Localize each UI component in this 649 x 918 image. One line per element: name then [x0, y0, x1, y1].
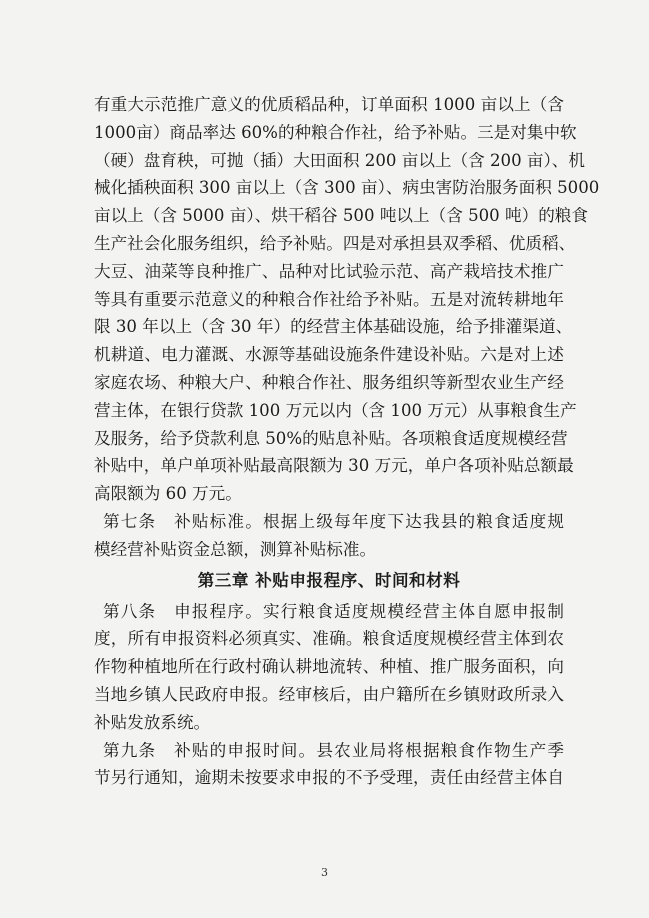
text-line: 械化插秧面积 300 亩以上（含 300 亩）、病虫害防治服务面积 5000 — [94, 178, 600, 198]
article-7-line: 第七条 补贴标准。根据上级每年度下达我县的粮食适度规 — [103, 511, 564, 531]
text-line: 家庭农场、种粮大户、种粮合作社、服务组织等新型农业生产经 — [94, 372, 564, 392]
text-line: 生产社会化服务组织，给予补贴。四是对承担县双季稻、优质稻、 — [94, 233, 576, 253]
text-line: 作物种植地所在行政村确认耕地流转、种植、推广服务面积，向 — [94, 657, 564, 677]
text-line: 补贴发放系统。 — [94, 712, 211, 732]
page-number: 3 — [321, 866, 328, 879]
text-line: 等具有重要示范意义的种粮合作社给予补贴。五是对流转耕地年 — [94, 289, 564, 309]
text-line: 当地乡镇人民政府申报。经审核后，由户籍所在乡镇财政所录入 — [94, 684, 564, 704]
text-line: 大豆、油菜等良种推广、品种对比试验示范、高产栽培技术推广 — [94, 261, 564, 281]
text-line: 补贴中，单户单项补贴最高限额为 30 万元，单户各项补贴总额最 — [94, 456, 574, 476]
text-line: 及服务，给予贷款利息 50%的贴息补贴。各项粮食适度规模经营 — [94, 428, 568, 448]
article-8-line: 第八条 申报程序。实行粮食适度规模经营主体自愿申报制 — [103, 601, 564, 621]
text-line: 节另行通知，逾期未按要求申报的不予受理，责任由经营主体自 — [94, 768, 564, 788]
text-line: （硬）盘育秧，可抛（插）大田面积 200 亩以上（含 200 亩）、机 — [94, 150, 585, 170]
text-line: 限 30 年以上（含 30 年）的经营主体基础设施，给予排灌渠道、 — [94, 317, 573, 337]
chapter-3-heading: 第三章 补贴申报程序、时间和材料 — [197, 570, 461, 590]
article-9-line: 第九条 补贴的申报时间。县农业局将根据粮食作物生产季 — [103, 740, 564, 760]
body-text — [94, 91, 600, 792]
text-line: 营主体，在银行贷款 100 万元以内（含 100 万元）从事粮食生产 — [94, 400, 577, 420]
text-line: 高限额为 60 万元。 — [94, 484, 242, 504]
text-line: 机耕道、电力灌溉、水源等基础设施条件建设补贴。六是对上述 — [94, 345, 564, 365]
text-line: 1000亩）商品率达 60%的种粮合作社，给予补贴。三是对集中软 — [94, 122, 577, 142]
text-line: 度，所有申报资料必须真实、准确。粮食适度规模经营主体到农 — [94, 629, 564, 649]
text-line: 有重大示范推广意义的优质稻品种，订单面积 1000 亩以上（含 — [94, 95, 564, 114]
text-line: 模经营补贴资金总额，测算补贴标准。 — [94, 539, 377, 559]
text-line: 亩以上（含 5000 亩）、烘干稻谷 500 吨以上（含 500 吨）的粮食 — [94, 206, 588, 226]
